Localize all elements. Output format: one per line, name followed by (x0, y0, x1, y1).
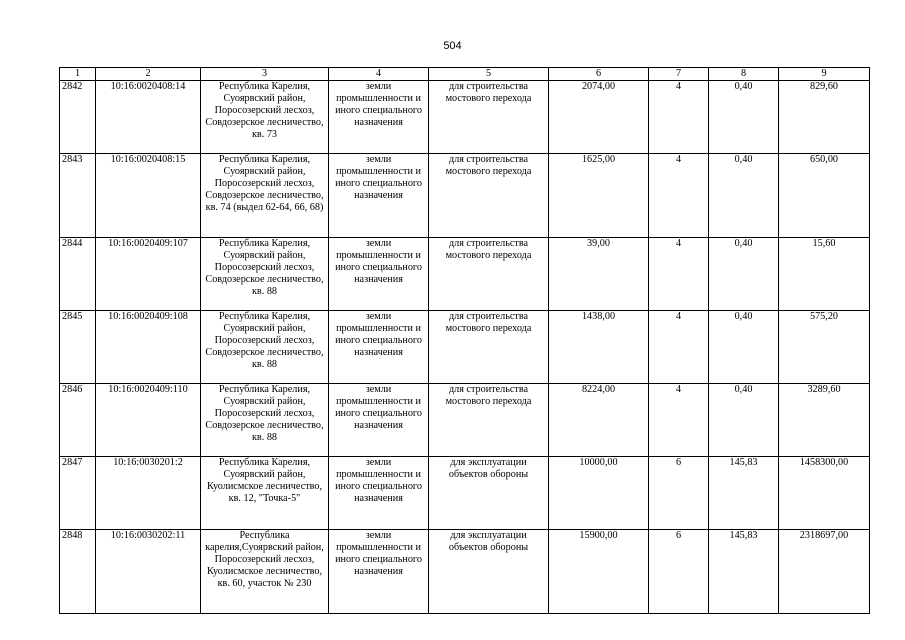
land-register-table (59, 67, 870, 614)
row-number: 2844 (60, 238, 96, 311)
row-number: 2846 (60, 384, 96, 457)
column-9-value: 575,20 (779, 311, 870, 384)
column-8-value: 0,40 (709, 154, 779, 238)
column-8-value: 0,40 (709, 384, 779, 457)
header-row (60, 68, 870, 81)
cadastral-number: 10:16:0020409:108 (96, 311, 201, 384)
table-row (60, 311, 870, 384)
table-row (60, 154, 870, 238)
area: 1438,00 (549, 311, 649, 384)
column-8-value: 0,40 (709, 81, 779, 154)
column-9-value: 829,60 (779, 81, 870, 154)
column-9-value: 15,60 (779, 238, 870, 311)
header-cell: 3 (201, 68, 329, 81)
header-cell: 8 (709, 68, 779, 81)
header-cell: 6 (549, 68, 649, 81)
location: Республика Карелия, Суоярвский район, Поросозерский лесхоз, Совдозерское лесничество, кв. 88 (201, 311, 329, 384)
permitted-use: для строительства мостового перехода (429, 311, 549, 384)
permitted-use: для эксплуатации объектов обороны (429, 457, 549, 530)
land-category: земли промышленности и иного специального назначения (329, 154, 429, 238)
header-cell: 9 (779, 68, 870, 81)
area: 10000,00 (549, 457, 649, 530)
column-7-value: 4 (649, 238, 709, 311)
column-7-value: 6 (649, 457, 709, 530)
land-category: земли промышленности и иного специального назначения (329, 457, 429, 530)
land-category: земли промышленности и иного специального назначения (329, 530, 429, 614)
permitted-use: для строительства мостового перехода (429, 238, 549, 311)
header-cell: 2 (96, 68, 201, 81)
cadastral-number: 10:16:0020408:15 (96, 154, 201, 238)
column-8-value: 145,83 (709, 530, 779, 614)
header-cell: 7 (649, 68, 709, 81)
column-7-value: 6 (649, 530, 709, 614)
cadastral-number: 10:16:0030201:2 (96, 457, 201, 530)
land-category: земли промышленности и иного специального назначения (329, 81, 429, 154)
table-row (60, 384, 870, 457)
cadastral-number: 10:16:0020409:110 (96, 384, 201, 457)
column-7-value: 4 (649, 311, 709, 384)
location: Республика Карелия, Суоярвский район, Поросозерский лесхоз, Совдозерское лесничество, кв. 74 (выдел 62-64, 66, 68) (201, 154, 329, 238)
row-number: 2843 (60, 154, 96, 238)
cadastral-number: 10:16:0020408:14 (96, 81, 201, 154)
column-9-value: 1458300,00 (779, 457, 870, 530)
land-category: земли промышленности и иного специального назначения (329, 384, 429, 457)
land-category: земли промышленности и иного специального назначения (329, 238, 429, 311)
column-7-value: 4 (649, 81, 709, 154)
location: Республика карелия,Суоярвский район, Поросозерский лесхоз, Куолисмское лесничество, кв. 60, участок № 230 (201, 530, 329, 614)
column-8-value: 0,40 (709, 311, 779, 384)
table-row (60, 530, 870, 614)
area: 39,00 (549, 238, 649, 311)
permitted-use: для эксплуатации объектов обороны (429, 530, 549, 614)
table-row (60, 238, 870, 311)
area: 2074,00 (549, 81, 649, 154)
column-8-value: 145,83 (709, 457, 779, 530)
area: 8224,00 (549, 384, 649, 457)
location: Республика Карелия, Суоярвский район, Куолисмское лесничество, кв. 12, "Точка-5" (201, 457, 329, 530)
permitted-use: для строительства мостового перехода (429, 384, 549, 457)
row-number: 2848 (60, 530, 96, 614)
column-8-value: 0,40 (709, 238, 779, 311)
area: 15900,00 (549, 530, 649, 614)
location: Республика Карелия, Суоярвский район, Поросозерский лесхоз, Совдозерское лесничество, кв. 88 (201, 384, 329, 457)
column-9-value: 3289,60 (779, 384, 870, 457)
header-cell: 1 (60, 68, 96, 81)
header-cell: 5 (429, 68, 549, 81)
permitted-use: для строительства мостового перехода (429, 154, 549, 238)
row-number: 2842 (60, 81, 96, 154)
page-number: 504 (443, 40, 462, 52)
header-cell: 4 (329, 68, 429, 81)
column-9-value: 650,00 (779, 154, 870, 238)
row-number: 2845 (60, 311, 96, 384)
row-number: 2847 (60, 457, 96, 530)
column-7-value: 4 (649, 154, 709, 238)
location: Республика Карелия, Суоярвский район, Поросозерский лесхоз, Совдозерское лесничество, кв. 73 (201, 81, 329, 154)
cadastral-number: 10:16:0020409:107 (96, 238, 201, 311)
column-9-value: 2318697,00 (779, 530, 870, 614)
area: 1625,00 (549, 154, 649, 238)
location: Республика Карелия, Суоярвский район, Поросозерский лесхоз, Совдозерское лесничество, кв. 88 (201, 238, 329, 311)
column-7-value: 4 (649, 384, 709, 457)
table-row (60, 457, 870, 530)
cadastral-number: 10:16:0030202:11 (96, 530, 201, 614)
table-row (60, 81, 870, 154)
permitted-use: для строительства мостового перехода (429, 81, 549, 154)
land-category: земли промышленности и иного специального назначения (329, 311, 429, 384)
